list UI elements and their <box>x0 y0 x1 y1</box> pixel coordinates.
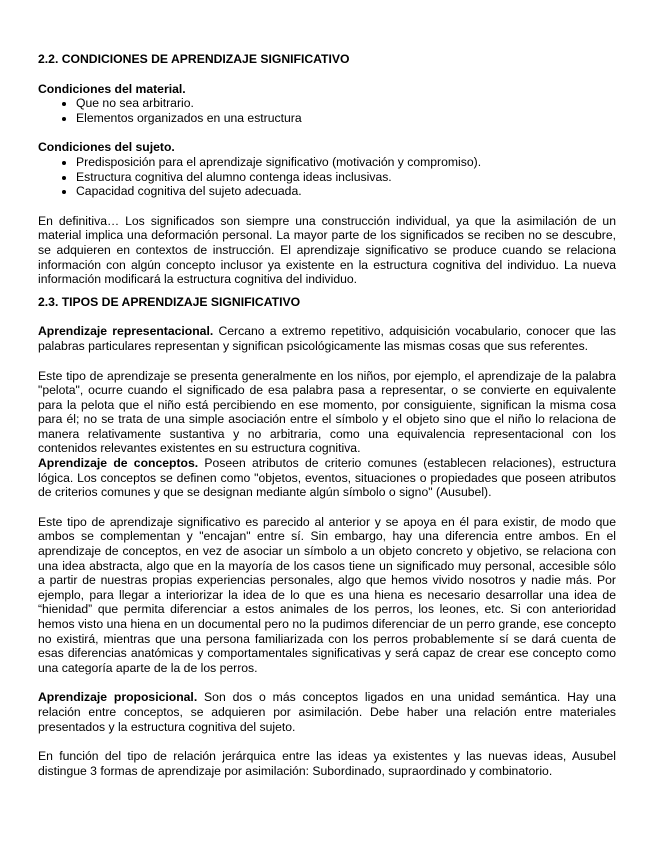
propositional-paragraph <box>38 690 616 734</box>
list-item: • Predisposición para el aprendizaje significativo (motivación y compromiso). <box>76 155 616 170</box>
representational-paragraph <box>38 324 616 353</box>
list-item: • Que no sea arbitrario. <box>76 96 616 111</box>
list-item: • Estructura cognitiva del alumno contenga ideas inclusivas. <box>76 170 616 185</box>
list-item: • Capacidad cognitiva del sujeto adecuada. <box>76 184 616 199</box>
representational-label: Aprendizaje representacional. <box>38 324 214 339</box>
representational-example-paragraph: Este tipo de aprendizaje se presenta generalmente en los niños, por ejemplo, el aprendizaje de la palabra "pelota", ocurre cuando el significado de esa palabra pasa a representar, o se convierte en equivalente para la pelota que el niño está percibiendo en ese momento, por consiguiente, significan la misma cosa para él; no se trata de una simple asociación entre el símbolo y el objeto sino que el niño lo relaciona de manera relativamente sustantiva y no arbitraria, como una equivalencia representacional con los contenidos relevantes existentes en su estructura cognitiva. <box>38 368 616 456</box>
material-conditions-heading: Condiciones del material. <box>38 81 186 96</box>
list-item: • Elementos organizados en una estructura <box>76 111 616 126</box>
assimilation-paragraph: En función del tipo de relación jerárquica entre las ideas ya existentes y las nuevas ideas, Ausubel distingue 3 formas de aprendizaje por asimilación: Subordinado, supraordinado y combinatorio. <box>38 749 616 778</box>
document-page <box>38 52 616 778</box>
concepts-label: Aprendizaje de conceptos. <box>38 456 199 471</box>
propositional-text: Son dos o más conceptos ligados en una unidad semántica. Hay una relación entre conceptos, se adquieren por asimilación. Debe haber una relación entre materiales presentados y la estructura cognitiva del sujeto. <box>38 690 616 734</box>
representational-text: Cercano a extremo repetitivo, adquisición vocabulario, conocer que las palabras particulares representan y significan psicológicamente las mismas cosas que sus referentes. <box>38 324 616 353</box>
propositional-label: Aprendizaje proposicional. <box>38 690 198 705</box>
concepts-text: Poseen atributos de criterio comunes (establecen relaciones), estructura lógica. Los conceptos se definen como "objetos, eventos, situaciones o propiedades que poseen atributos de criterios comunes y que se designan mediante algún símbolo o signo" (Ausubel). <box>38 456 616 500</box>
material-conditions-list <box>38 96 616 125</box>
concepts-example-paragraph: Este tipo de aprendizaje significativo es parecido al anterior y se apoya en él para existir, de modo que ambos se complementan y "encajan" entre sí. Sin embargo, hay una diferencia entre ambos. En el aprendizaje de conceptos, en vez de asociar un símbolo a un objeto concreto y objetivo, se relaciona con una idea abstracta, algo que en la mayoría de los casos tiene un significado muy personal, accesible sólo a partir de nuestras propias experiencias personales, algo que hemos vivido nosotros y nadie más. Por ejemplo, para llegar a interiorizar la idea de lo que es una hiena es necesario desarrollar una idea de “hienidad” que permita diferenciar a estos animales de los perros, los leones, etc. Si con anterioridad hemos visto una hiena en un documental pero no la pudimos diferenciar de un perro grande, ese concepto no existirá, mientras que una persona familiarizada con los perros probablemente sí se dará cuenta de esas diferencias anatómicas y comportamentales significativas y será capaz de crear ese concepto como una categoría aparte de la de los perros. <box>38 514 616 675</box>
subject-conditions-list <box>38 155 616 199</box>
concepts-paragraph <box>38 456 616 500</box>
section-title-2-2: 2.2. CONDICIONES DE APRENDIZAJE SIGNIFICATIVO <box>38 52 350 66</box>
summary-paragraph: En definitiva… Los significados son siempre una construcción individual, ya que la asimilación de un material implica una deformación personal. La mayor parte de los significados se reciben no se descubre, se adquieren en contextos de instrucción. El aprendizaje significativo se produce cuando se relaciona información con algún concepto inclusor ya existente en la estructura cognitiva del individuo. La nueva información modificará la estructura cognitiva del individuo. <box>38 213 616 287</box>
section-title-2-3: 2.3. TIPOS DE APRENDIZAJE SIGNIFICATIVO <box>38 294 301 309</box>
subject-conditions-heading: Condiciones del sujeto. <box>38 140 175 155</box>
